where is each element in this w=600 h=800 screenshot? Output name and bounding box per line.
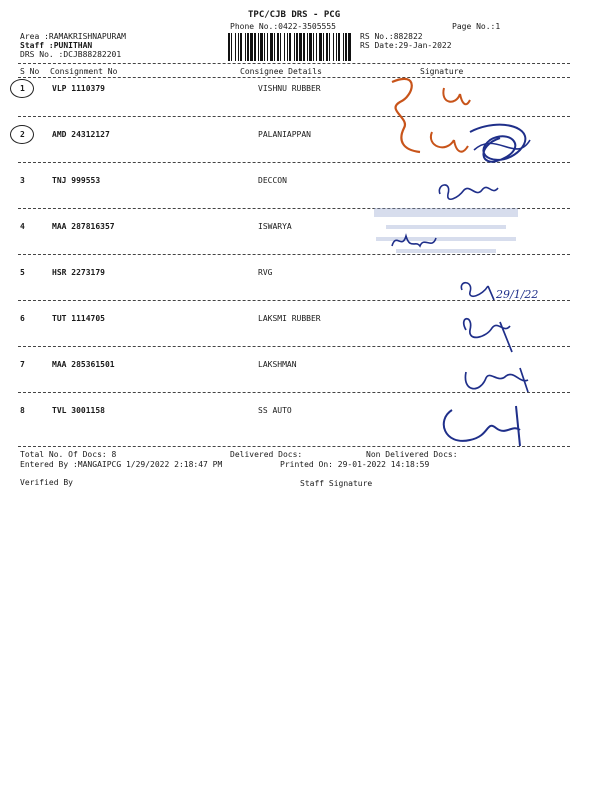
row-sno: 7 <box>20 360 25 369</box>
rs-number: RS No.:882822 <box>360 32 423 41</box>
rs-date: RS Date:29-Jan-2022 <box>360 41 452 50</box>
row-consignment: AMD 24312127 <box>52 130 110 139</box>
row-sno: 5 <box>20 268 25 277</box>
col-signature: Signature <box>420 67 464 76</box>
row-sno: 4 <box>20 222 25 231</box>
row-consignment: TVL 3001158 <box>52 406 105 415</box>
row-sno: 2 <box>20 130 25 139</box>
row-sno: 6 <box>20 314 25 323</box>
col-consignee: Consignee Details <box>240 67 322 76</box>
row-sno: 3 <box>20 176 25 185</box>
row-consignee: ISWARYA <box>258 222 292 231</box>
entered-by: Entered By :MANGAIPCG 1/29/2022 2:18:47 PM <box>20 460 223 469</box>
printed-on: Printed On: 29-01-2022 14:18:59 <box>280 460 430 469</box>
row-consignee: LAKSHMAN <box>258 360 297 369</box>
row-consignee: SS AUTO <box>258 406 292 415</box>
row-consignment: HSR 2273179 <box>52 268 105 277</box>
row-consignee: LAKSMI RUBBER <box>258 314 321 323</box>
page-number: Page No.:1 <box>452 22 501 31</box>
document-title: TPC/CJB DRS - PCG <box>248 10 341 20</box>
row-consignment: TUT 1114705 <box>52 314 105 323</box>
delivered-docs: Delivered Docs: <box>230 450 303 459</box>
phone-number: Phone No.:0422-3505555 <box>230 22 336 31</box>
row-consignee: RVG <box>258 268 273 277</box>
row-consignee: VISHNU RUBBER <box>258 84 321 93</box>
staff-field: Staff :PUNITHAN <box>20 41 93 50</box>
row-consignee: PALANIAPPAN <box>258 130 311 139</box>
verified-by: Verified By <box>20 478 73 487</box>
non-delivered-docs: Non Delivered Docs: <box>366 450 458 459</box>
row-consignee: DECCON <box>258 176 287 185</box>
row-consignment: VLP 1110379 <box>52 84 105 93</box>
col-consignment: Consignment No <box>50 67 118 76</box>
row-consignment: TNJ 999553 <box>52 176 101 185</box>
row-consignment: MAA 285361501 <box>52 360 115 369</box>
col-sno: S No <box>20 67 40 76</box>
row-consignment: MAA 287816357 <box>52 222 115 231</box>
row-sno: 1 <box>20 84 25 93</box>
staff-signature-label: Staff Signature <box>300 479 373 488</box>
drs-number: DRS No. :DCJB88282201 <box>20 50 122 59</box>
row-sno: 8 <box>20 406 25 415</box>
total-docs: Total No. Of Docs: 8 <box>20 450 117 459</box>
area-field: Area :RAMAKRISHNAPURAM <box>20 32 126 41</box>
handwritten-date: 29/1/22 <box>496 288 539 301</box>
